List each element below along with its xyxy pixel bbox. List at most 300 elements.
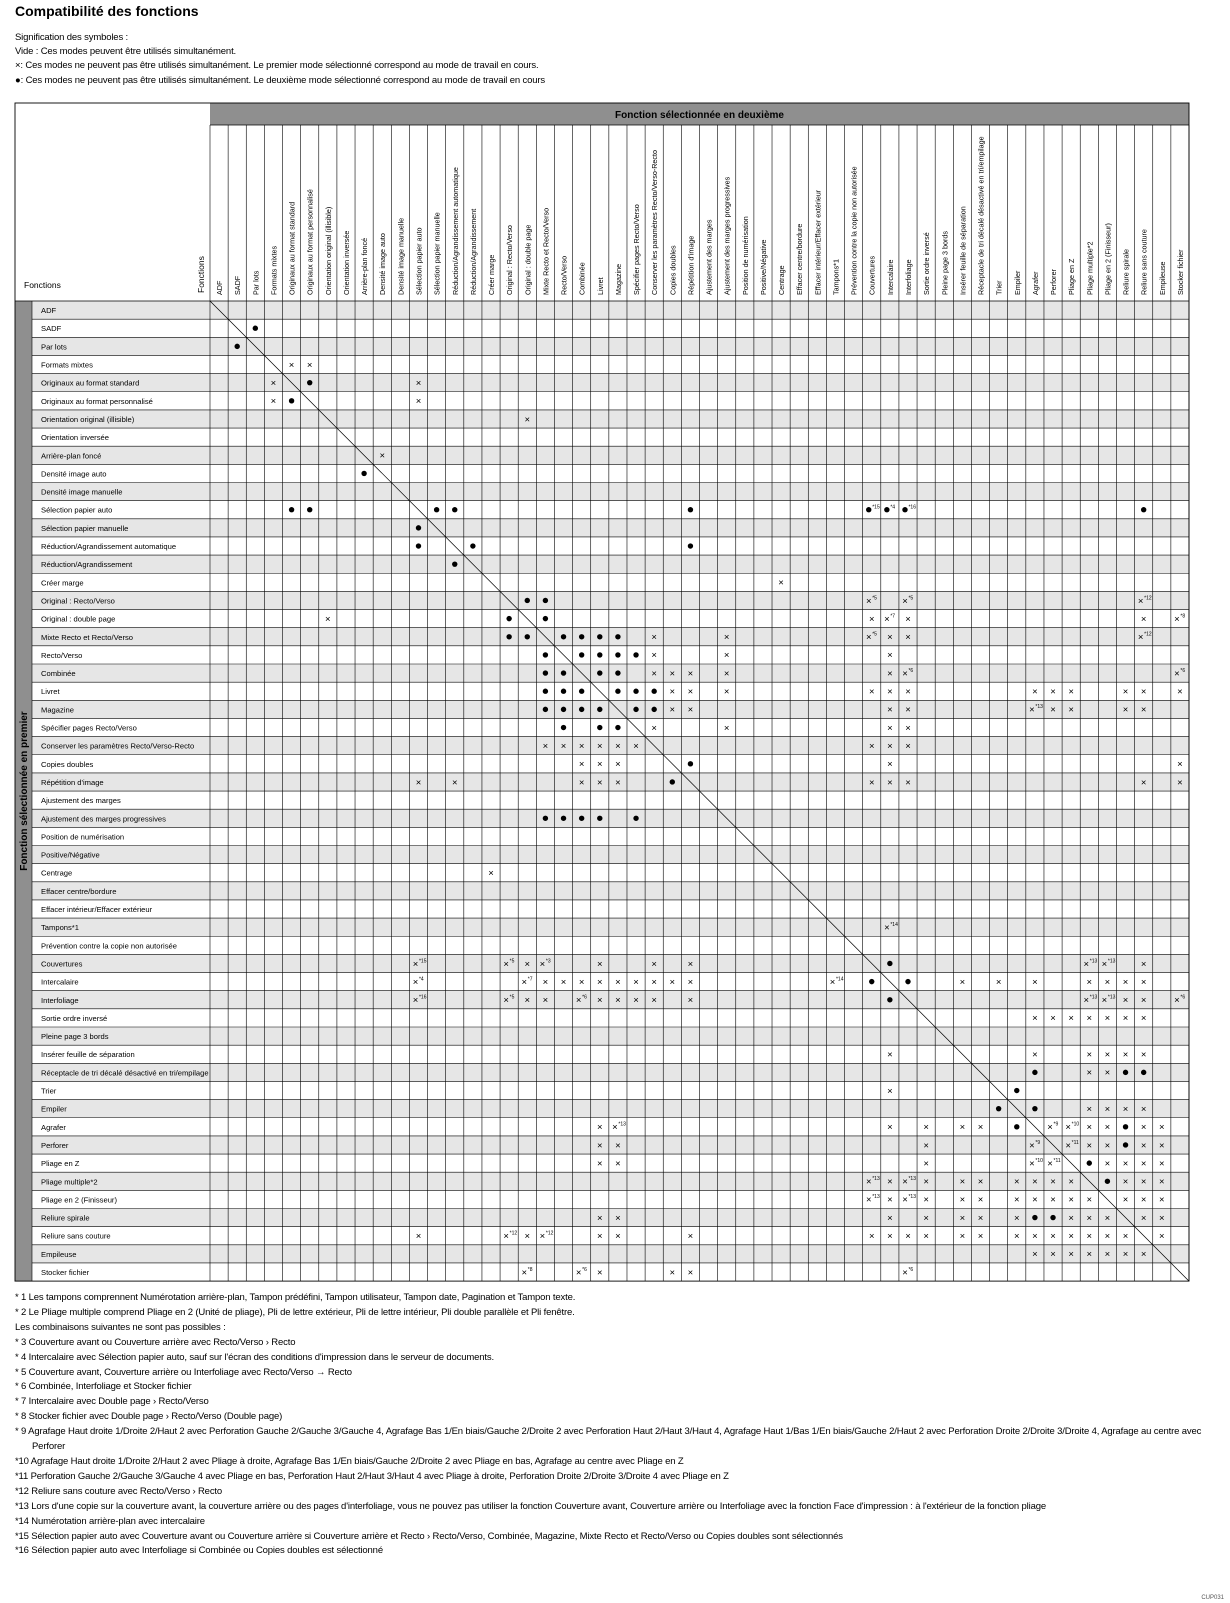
row-label: Ajustement des marges — [41, 796, 121, 806]
mark-cross: × — [887, 1122, 893, 1134]
mark-cross: × — [1137, 632, 1144, 644]
mark-note-ref: *5 — [908, 595, 914, 602]
mark-cross: × — [865, 1194, 872, 1206]
mark-cross: × — [923, 1212, 929, 1224]
mark-cross: × — [868, 613, 875, 625]
mark-cross: × — [923, 1194, 929, 1206]
mark-cross: × — [412, 995, 419, 1007]
mark-cross: × — [1032, 1249, 1038, 1261]
row-stripe — [32, 628, 1189, 646]
mark-note-ref: *13 — [872, 1194, 880, 1201]
column-header: Positive/Négative — [758, 239, 768, 295]
mark-cross: × — [687, 686, 694, 698]
footnote: * 5 Couverture avant, Couverture arrière ou Interfoliage avec Recto/Verso → Recto — [15, 1366, 352, 1378]
mark-cross: × — [887, 722, 893, 734]
mark-dot — [289, 507, 294, 512]
column-header: SADF — [233, 275, 243, 295]
mark-cross: × — [1068, 686, 1074, 698]
mark-note-ref: *12 — [545, 1230, 554, 1237]
mark-cross: × — [1177, 686, 1183, 698]
mark-cross: × — [687, 704, 694, 716]
row-label: Prévention contre la copie non autorisée — [41, 941, 177, 951]
legend-line: Vide : Ces modes peuvent être utilisés simultanément. — [15, 46, 237, 58]
mark-cross: × — [1068, 1249, 1074, 1261]
row-label: Effacer intérieur/Effacer extérieur — [41, 905, 153, 915]
mark-dot — [688, 543, 693, 548]
mark-cross: × — [597, 1122, 603, 1134]
row-label: Densité image auto — [41, 469, 107, 479]
mark-dot — [543, 670, 548, 675]
mark-cross: × — [1050, 1176, 1056, 1188]
row-label: Sortie ordre inversé — [41, 1013, 108, 1023]
mark-cross: × — [865, 595, 872, 607]
mark-cross: × — [542, 995, 549, 1007]
row-label: Densité image manuelle — [41, 487, 123, 497]
row-label: Combinée — [41, 669, 76, 679]
mark-cross: × — [687, 995, 694, 1007]
mark-cross: × — [651, 958, 657, 970]
row-label: Arrière-plan foncé — [41, 451, 102, 461]
mark-dot — [561, 725, 566, 730]
mark-note-ref: *6 — [1180, 667, 1186, 674]
row-stripe — [32, 1027, 1189, 1045]
mark-cross: × — [651, 668, 657, 680]
mark-cross: × — [723, 722, 730, 734]
mark-cross: × — [1122, 1158, 1129, 1170]
mark-cross: × — [503, 958, 509, 970]
mark-cross: × — [669, 686, 676, 698]
column-header: Originaux au format standard — [287, 201, 297, 295]
mark-cross: × — [884, 922, 890, 934]
mark-cross: × — [1174, 613, 1180, 625]
mark-cross: × — [524, 1231, 531, 1243]
row-label: Position de numérisation — [41, 832, 125, 842]
mark-cross: × — [1140, 1249, 1147, 1261]
row-label: Copies doubles — [41, 759, 94, 769]
mark-cross: × — [887, 650, 893, 662]
mark-dot — [525, 634, 530, 639]
mark-cross: × — [687, 668, 694, 680]
mark-cross: × — [1104, 1122, 1111, 1134]
mark-cross: × — [1013, 1231, 1020, 1243]
mark-note-ref: *16 — [418, 994, 427, 1001]
row-label: Perforer — [41, 1140, 69, 1150]
mark-dot — [253, 326, 258, 331]
mark-dot — [1123, 1124, 1128, 1129]
mark-dot — [307, 380, 312, 385]
row-label: Insérer feuille de séparation — [41, 1050, 135, 1060]
page-code: CUP031 — [1201, 1595, 1224, 1601]
column-header: Conserver les paramètres Recto/Verso-Recto — [650, 149, 660, 295]
mark-cross: × — [1013, 1212, 1020, 1224]
mark-cross: × — [615, 976, 621, 988]
mark-cross: × — [687, 958, 694, 970]
mark-cross: × — [597, 1158, 603, 1170]
mark-cross: × — [1086, 1194, 1093, 1206]
mark-dot — [884, 507, 889, 512]
mark-cross: × — [1050, 1231, 1056, 1243]
mark-cross: × — [615, 1158, 621, 1170]
mark-dot — [1141, 1070, 1146, 1075]
row-stripe — [32, 410, 1189, 428]
mark-cross: × — [521, 1267, 528, 1279]
mark-note-ref: *8 — [1180, 613, 1186, 620]
row-label: Trier — [41, 1086, 57, 1096]
row-stripe — [32, 555, 1189, 573]
mark-cross: × — [669, 668, 676, 680]
mark-note-ref: *10 — [1035, 1157, 1043, 1164]
column-header: Sélection papier manuelle — [432, 212, 442, 295]
row-stripe — [32, 1136, 1189, 1154]
mark-cross: × — [1032, 1194, 1038, 1206]
mark-dot — [434, 507, 439, 512]
mark-note-ref: *9 — [1035, 1139, 1041, 1146]
footnote: * 2 Le Pliage multiple comprend Pliage en 2 (Unité de pliage), Pli de lettre extérieur, Pli de lettre intérieur, Pli double parallèle et Pli fenêtre. — [15, 1306, 575, 1318]
mark-cross: × — [597, 777, 603, 789]
mark-cross: × — [1140, 1013, 1147, 1025]
mark-cross: × — [902, 1176, 908, 1188]
mark-cross: × — [415, 1231, 422, 1243]
mark-cross: × — [1086, 1013, 1093, 1025]
column-header: Intercalaire — [885, 259, 895, 295]
mark-cross: × — [1122, 1231, 1129, 1243]
mark-cross: × — [1068, 1176, 1074, 1188]
mark-cross: × — [1122, 1176, 1129, 1188]
footnote: *11 Perforation Gauche 2/Gauche 3/Gauche 4 avec Pliage en bas, Perforation Haut 2/Haut 3/Haut 4 avec Pliage à droite, Perforation Droite 2/Droite 3/Droite 4 avec Pliage en Z — [15, 1470, 729, 1482]
mark-cross: × — [902, 668, 908, 680]
mark-cross: × — [887, 704, 893, 716]
mark-dot — [1123, 1142, 1128, 1147]
mark-cross: × — [723, 650, 730, 662]
mark-cross: × — [1101, 995, 1108, 1007]
mark-cross: × — [1013, 1176, 1020, 1188]
row-label: Réduction/Agrandissement — [41, 560, 133, 570]
mark-dot — [561, 670, 566, 675]
mark-cross: × — [1104, 1013, 1111, 1025]
mark-cross: × — [1140, 958, 1147, 970]
mark-dot — [506, 634, 511, 639]
mark-cross: × — [1032, 1049, 1038, 1061]
row-label: Stocker fichier — [41, 1268, 90, 1278]
mark-note-ref: *4 — [418, 976, 424, 983]
mark-dot — [543, 652, 548, 657]
mark-cross: × — [1086, 1122, 1093, 1134]
mark-cross: × — [1140, 686, 1147, 698]
mark-note-ref: *13 — [872, 1176, 880, 1183]
mark-cross: × — [412, 958, 419, 970]
mark-cross: × — [1086, 1249, 1093, 1261]
mark-dot — [1087, 1160, 1092, 1165]
mark-cross: × — [1104, 1067, 1111, 1079]
column-header: Pleine page 3 bords — [940, 231, 950, 295]
mark-cross: × — [887, 1085, 893, 1097]
mark-cross: × — [597, 1231, 603, 1243]
mark-cross: × — [1159, 1140, 1165, 1152]
mark-dot — [579, 689, 584, 694]
mark-note-ref: *4 — [890, 504, 896, 511]
mark-cross: × — [1104, 1249, 1111, 1261]
mark-cross: × — [1068, 1194, 1074, 1206]
row-label: Réduction/Agrandissement automatique — [41, 542, 177, 552]
mark-note-ref: *5 — [509, 958, 515, 965]
mark-dot — [597, 707, 602, 712]
mark-cross: × — [615, 740, 621, 752]
mark-cross: × — [887, 1176, 893, 1188]
column-header: Original : double page — [523, 224, 533, 295]
row-stripe — [32, 1245, 1189, 1263]
mark-cross: × — [687, 976, 694, 988]
mark-note-ref: *14 — [890, 921, 898, 928]
column-header: Prévention contre la copie non autorisée — [849, 166, 859, 295]
column-header: Spécifier pages Recto/Verso — [632, 204, 642, 295]
column-header: Par lots — [251, 270, 261, 295]
row-label: Originaux au format standard — [41, 378, 140, 388]
mark-note-ref: *13 — [908, 1194, 917, 1201]
mark-cross: × — [1140, 1176, 1147, 1188]
mark-dot — [1105, 1179, 1110, 1184]
mark-note-ref: *7 — [527, 976, 533, 983]
mark-cross: × — [977, 1122, 984, 1134]
column-header: Perforer — [1049, 269, 1059, 295]
row-label: Original : Recto/Verso — [41, 596, 115, 606]
mark-cross: × — [1013, 1194, 1020, 1206]
mark-note-ref: *15 — [418, 958, 427, 965]
mark-note-ref: *6 — [582, 1266, 587, 1273]
mark-cross: × — [288, 359, 295, 371]
mark-dot — [597, 725, 602, 730]
column-header: Arrière-plan foncé — [360, 237, 370, 295]
page-title: Compatibilité des fonctions — [15, 3, 199, 19]
column-header: Effacer centre/bordure — [795, 223, 805, 295]
mark-dot — [615, 725, 620, 730]
row-label: Centrage — [41, 868, 73, 878]
mark-cross: × — [651, 976, 657, 988]
mark-cross: × — [1104, 1049, 1111, 1061]
mark-cross: × — [669, 1267, 676, 1279]
mark-note-ref: *13 — [1089, 958, 1098, 965]
mark-note-ref: *16 — [908, 504, 917, 511]
mark-cross: × — [977, 1194, 984, 1206]
mark-dot — [579, 652, 584, 657]
mark-dot — [1032, 1215, 1037, 1220]
mark-cross: × — [1101, 958, 1108, 970]
mark-cross: × — [1086, 1103, 1093, 1115]
mark-cross: × — [905, 777, 911, 789]
mark-cross: × — [1140, 613, 1147, 625]
mark-cross: × — [1032, 1013, 1038, 1025]
row-label: Tampons*1 — [41, 923, 79, 933]
footnote: *14 Numérotation arrière-plan avec intercalaire — [15, 1515, 205, 1527]
mark-cross: × — [1159, 1212, 1165, 1224]
column-header: Recto/Verso — [559, 255, 569, 295]
mark-note-ref: *6 — [908, 667, 914, 674]
mark-cross: × — [1140, 704, 1147, 716]
column-header: Combinée — [577, 262, 587, 295]
mark-dot — [1032, 1070, 1037, 1075]
footnote: *12 Reliure sans couture avec Recto/Verso › Recto — [15, 1485, 223, 1497]
mark-dot — [887, 961, 892, 966]
mark-dot — [996, 1106, 1001, 1111]
row-label: Pliage multiple*2 — [41, 1177, 98, 1187]
mark-cross: × — [959, 976, 966, 988]
mark-cross: × — [905, 704, 911, 716]
mark-cross: × — [887, 632, 893, 644]
mark-dot — [579, 707, 584, 712]
mark-cross: × — [615, 1231, 621, 1243]
mark-cross: × — [923, 1122, 929, 1134]
mark-cross: × — [1047, 1158, 1053, 1170]
column-header: Pliage multiple*2 — [1085, 241, 1095, 295]
mark-cross: × — [1032, 686, 1038, 698]
legend-line: ●: Ces modes ne peuvent pas être utilisés simultanément. Le deuxième mode sélectionné correspond au mode de travail en cours — [15, 74, 545, 86]
mark-cross: × — [270, 396, 277, 408]
column-header: Empiler — [1012, 270, 1022, 295]
mark-cross: × — [1177, 759, 1183, 771]
mark-cross: × — [887, 686, 893, 698]
mark-cross: × — [687, 1267, 694, 1279]
mark-dot — [866, 507, 871, 512]
mark-cross: × — [1104, 1212, 1111, 1224]
column-header: Réduction/Agrandissement automatique — [450, 167, 460, 295]
row-stripe — [32, 519, 1189, 537]
mark-cross: × — [1140, 1194, 1147, 1206]
footnote: * 1 Les tampons comprennent Numérotation arrière-plan, Tampon prédéfini, Tampon utilisateur, Tampon date, Pagination et Tampon texte. — [15, 1292, 576, 1303]
mark-cross: × — [923, 1158, 929, 1170]
mark-cross: × — [633, 976, 639, 988]
fonctions-label: Fonctions — [24, 280, 61, 290]
mark-note-ref: *5 — [509, 994, 515, 1001]
footnote: *13 Lors d'une copie sur la couverture avant, la couverture arrière ou des pages d'interfoliage, vous ne pouvez pas utiliser la fonction Couverture avant, Couverture arrière ou Interfoliage avec la fonction Face d'impression : à l'extérieur de la fonction pliage — [15, 1500, 1046, 1512]
mark-cross: × — [1068, 1231, 1074, 1243]
mark-cross: × — [578, 976, 585, 988]
mark-dot — [651, 707, 656, 712]
mark-cross: × — [415, 396, 422, 408]
mark-cross: × — [1086, 976, 1093, 988]
column-header: Reliure sans couture — [1139, 229, 1149, 295]
mark-dot — [561, 707, 566, 712]
mark-dot — [234, 344, 239, 349]
second-header: Fonction sélectionnée en deuxième — [615, 110, 784, 121]
mark-cross: × — [923, 1140, 929, 1152]
mark-cross: × — [651, 995, 657, 1007]
row-label: Agrafer — [41, 1122, 66, 1132]
mark-dot — [597, 816, 602, 821]
row-stripe — [32, 918, 1189, 936]
mark-cross: × — [578, 759, 585, 771]
mark-dot — [561, 634, 566, 639]
mark-cross: × — [1122, 1013, 1129, 1025]
row-label: SADF — [41, 324, 62, 334]
mark-note-ref: *6 — [908, 1266, 914, 1273]
mark-cross: × — [451, 777, 458, 789]
row-stripe — [32, 664, 1189, 682]
footnote: * 3 Couverture avant ou Couverture arrière avec Recto/Verso › Recto — [15, 1336, 296, 1348]
row-stripe — [32, 882, 1189, 900]
mark-cross: × — [1174, 668, 1180, 680]
mark-cross: × — [687, 1231, 694, 1243]
mark-cross: × — [669, 976, 676, 988]
first-header: Fonction sélectionnée en premier — [19, 711, 30, 871]
mark-cross: × — [723, 668, 730, 680]
mark-cross: × — [1032, 1231, 1038, 1243]
mark-cross: × — [415, 777, 422, 789]
row-stripe — [32, 846, 1189, 864]
column-header: Original : Recto/Verso — [505, 225, 515, 295]
mark-cross: × — [887, 668, 893, 680]
mark-cross: × — [1050, 686, 1056, 698]
mark-dot — [1123, 1070, 1128, 1075]
mark-cross: × — [597, 1140, 603, 1152]
row-stripe — [32, 700, 1189, 718]
mark-cross: × — [1140, 995, 1147, 1007]
mark-cross: × — [1047, 1122, 1053, 1134]
mark-cross: × — [597, 1267, 603, 1279]
column-header: Sortie ordre inversé — [922, 232, 932, 295]
mark-note-ref: *12 — [1144, 631, 1152, 638]
mark-note-ref: *8 — [527, 1266, 533, 1273]
mark-cross: × — [923, 1231, 929, 1243]
mark-dot — [470, 543, 475, 548]
mark-cross: × — [597, 995, 603, 1007]
row-label: Mixte Recto et Recto/Verso — [41, 632, 134, 642]
column-header: Pliage en Z — [1067, 258, 1077, 295]
row-label: Magazine — [41, 705, 74, 715]
row-stripe — [32, 483, 1189, 501]
row-label: Sélection papier manuelle — [41, 523, 129, 533]
mark-cross: × — [1177, 777, 1183, 789]
row-label: Original : double page — [41, 614, 116, 624]
mark-cross: × — [503, 1231, 509, 1243]
mark-cross: × — [575, 995, 582, 1007]
row-stripe — [32, 954, 1189, 972]
mark-cross: × — [412, 976, 419, 988]
mark-cross: × — [902, 1267, 908, 1279]
column-header: Interfoliage — [903, 259, 913, 295]
row-stripe — [32, 301, 1189, 319]
mark-cross: × — [865, 1176, 872, 1188]
row-label: Répétition d'image — [41, 777, 104, 787]
mark-cross: × — [1068, 1013, 1074, 1025]
column-header: Couvertures — [867, 255, 877, 295]
row-label: Originaux au format personnalisé — [41, 396, 153, 406]
mark-cross: × — [1029, 704, 1035, 716]
mark-dot — [633, 689, 638, 694]
mark-cross: × — [1140, 1140, 1147, 1152]
footnote: *16 Sélection papier auto avec Interfoliage si Combinée ou Copies doubles est sélectionné — [15, 1545, 383, 1557]
mark-cross: × — [578, 777, 585, 789]
mark-cross: × — [1065, 1122, 1071, 1134]
mark-cross: × — [612, 1122, 618, 1134]
mark-cross: × — [1159, 1231, 1165, 1243]
mark-cross: × — [1104, 1140, 1111, 1152]
mark-dot — [561, 816, 566, 821]
mark-note-ref: *13 — [618, 1121, 626, 1128]
mark-dot — [615, 670, 620, 675]
mark-cross: × — [887, 1049, 893, 1061]
mark-cross: × — [306, 359, 313, 371]
column-header: Tampons*1 — [831, 259, 841, 295]
mark-note-ref: *5 — [872, 631, 877, 638]
mark-cross: × — [415, 377, 422, 389]
column-header: Position de numérisation — [740, 216, 750, 295]
row-stripe — [32, 591, 1189, 609]
mark-dot — [1141, 507, 1146, 512]
mark-cross: × — [977, 1231, 984, 1243]
row-stripe — [32, 809, 1189, 827]
mark-dot — [869, 979, 874, 984]
mark-cross: × — [1140, 1212, 1147, 1224]
column-header: Mixte Recto et Recto/Verso — [541, 207, 551, 295]
